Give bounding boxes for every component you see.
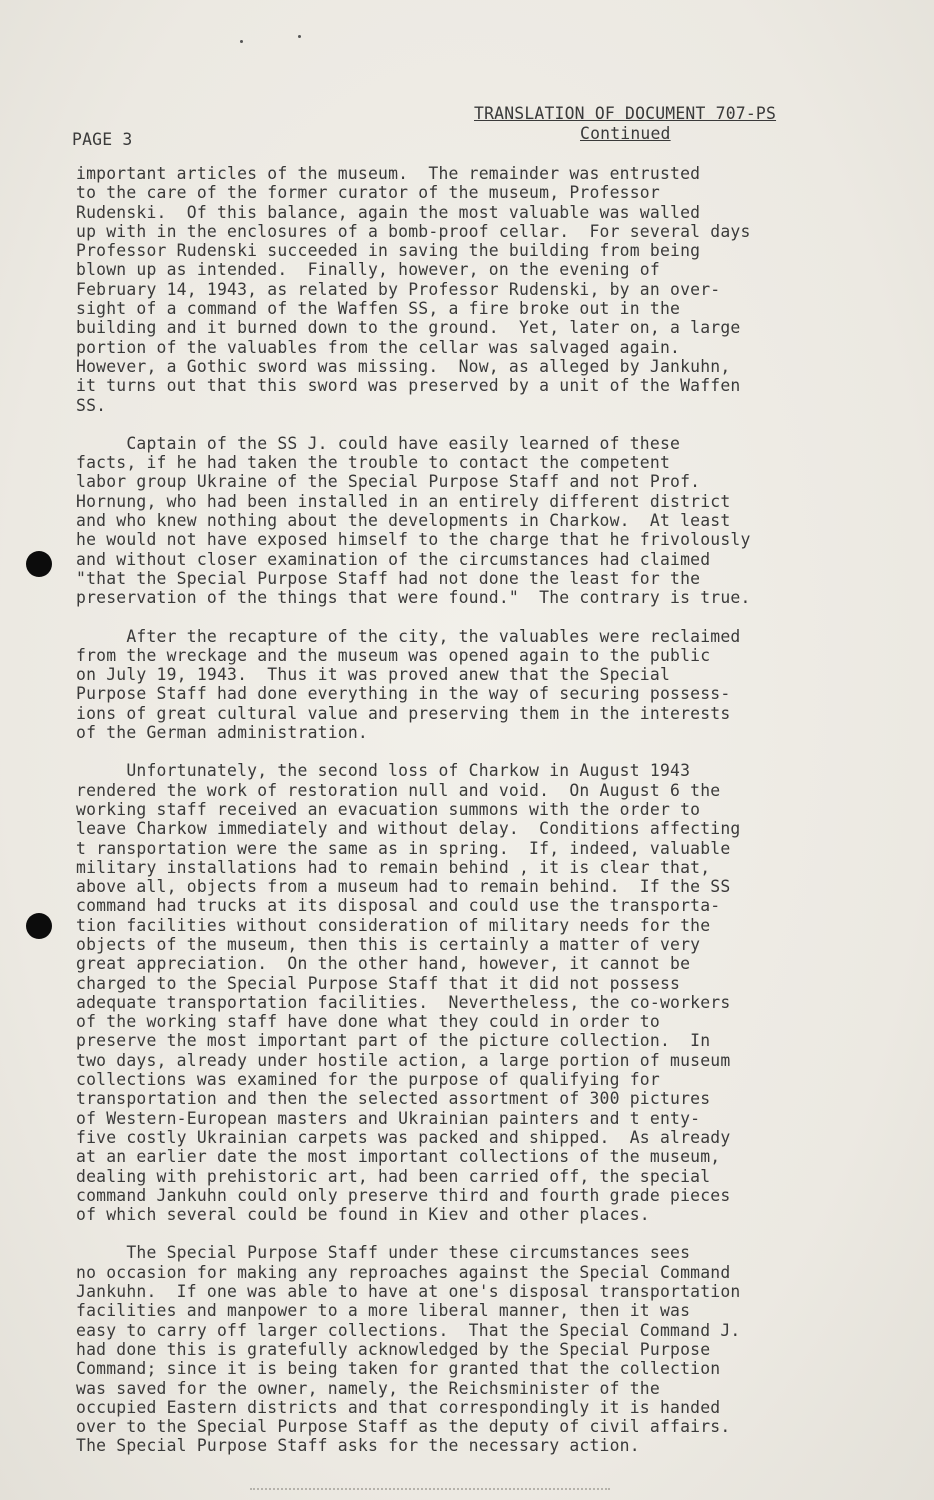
paragraph-4: Unfortunately, the second loss of Charkow in August 1943 rendered the work of restoration null and void. On August 6 the working staff received an evacuation summons with the order to leave Charkow immediately and without delay. Conditions affecting t ransportation were the same as in spring. If, indeed, valuable military installations had to remain behind , it is clear that, above all, objects from a museum had to remain behind. If the SS command had trucks at its disposal and could use the transporta- tion facilities without consideration of military needs for the objects of the museum, then this is certainly a matter of very great appreciation. On the other hand, however, it cannot be charged to the Special Purpose Staff that it did not possess adequate transportation facilities. Nevertheless, the co-workers of the working staff have done what they could in order to preserve the most important part of the picture collection. In two days, already under hostile action, a large portion of museum collections was examined for the purpose of qualifying for transportation and then the selected assortment of 300 pictures of Western-European masters and Ukrainian painters and t enty- five costly Ukrainian carpets was packed and shipped. As already at an earlier date the most important collections of the museum, dealing with prehistoric art, had been carried off, the special command Jankuhn could only preserve third and fourth grade pieces of which several could be found in Kiev and other places. xyxy=(76,761,741,1225)
title-line: TRANSLATION OF DOCUMENT 707-PS xyxy=(474,104,777,123)
paragraph-2: Captain of the SS J. could have easily learned of these facts, if he had taken the trouble to contact the competent labor group Ukraine of the Special Purpose Staff and not Prof. Hornung, who had been installed in an entirely different district and who knew nothing about the developments in Charkow. At least he would not have exposed himself to the charge that he frivolously and without closer examination of the circumstances had claimed "that the Special Purpose Staff had not done the least for the preservation of the things that were found." The contrary is true. xyxy=(76,433,751,608)
document-title xyxy=(474,104,776,144)
document-body xyxy=(76,164,876,1456)
illegible-footer-trace xyxy=(250,1488,610,1492)
paper-speck xyxy=(298,35,301,38)
paper-speck xyxy=(240,40,243,43)
punch-hole xyxy=(26,551,52,577)
title-continued: Continued xyxy=(580,124,671,143)
paragraph-1: important articles of the museum. The remainder was entrusted to the care of the former curator of the museum, Professor Rudenski. Of this balance, again the most valuable was walled up with in the enclosures of a bomb-proof cellar. For several days Professor Rudenski succeeded in saving the building from being blown up as intended. Finally, however, on the evening of February 14, 1943, as related by Professor Rudenski, by an over- sight of a command of the Waffen SS, a fire broke out in the building and it burned down to the ground. Yet, later on, a large portion of the valuables from the cellar was salvaged again. However, a Gothic sword was missing. Now, as alleged by Jankuhn, it turns out that this sword was preserved by a unit of the Waffen SS. xyxy=(76,164,751,415)
punch-hole xyxy=(26,913,52,939)
paragraph-3: After the recapture of the city, the valuables were reclaimed from the wreckage and the museum was opened again to the public on July 19, 1943. Thus it was proved anew that the Special Purpose Staff had done everything in the way of securing possess- ions of great cultural value and preserving them in the interests of the German administration. xyxy=(76,626,741,743)
page-number: PAGE 3 xyxy=(72,130,133,149)
paragraph-5: The Special Purpose Staff under these circumstances sees no occasion for making any reproaches against the Special Command Jankuhn. If one was able to have at one's disposal transportation facilities and manpower to a more liberal manner, then it was easy to carry off larger collections. That the Special Command J. had done this is gratefully acknowledged by the Special Purpose Command; since it is being taken for granted that the collection was saved for the owner, namely, the Reichsminister of the occupied Eastern districts and that correspondingly it is handed over to the Special Purpose Staff as the deputy of civil affairs. The Special Purpose Staff asks for the necessary action. xyxy=(76,1243,741,1456)
